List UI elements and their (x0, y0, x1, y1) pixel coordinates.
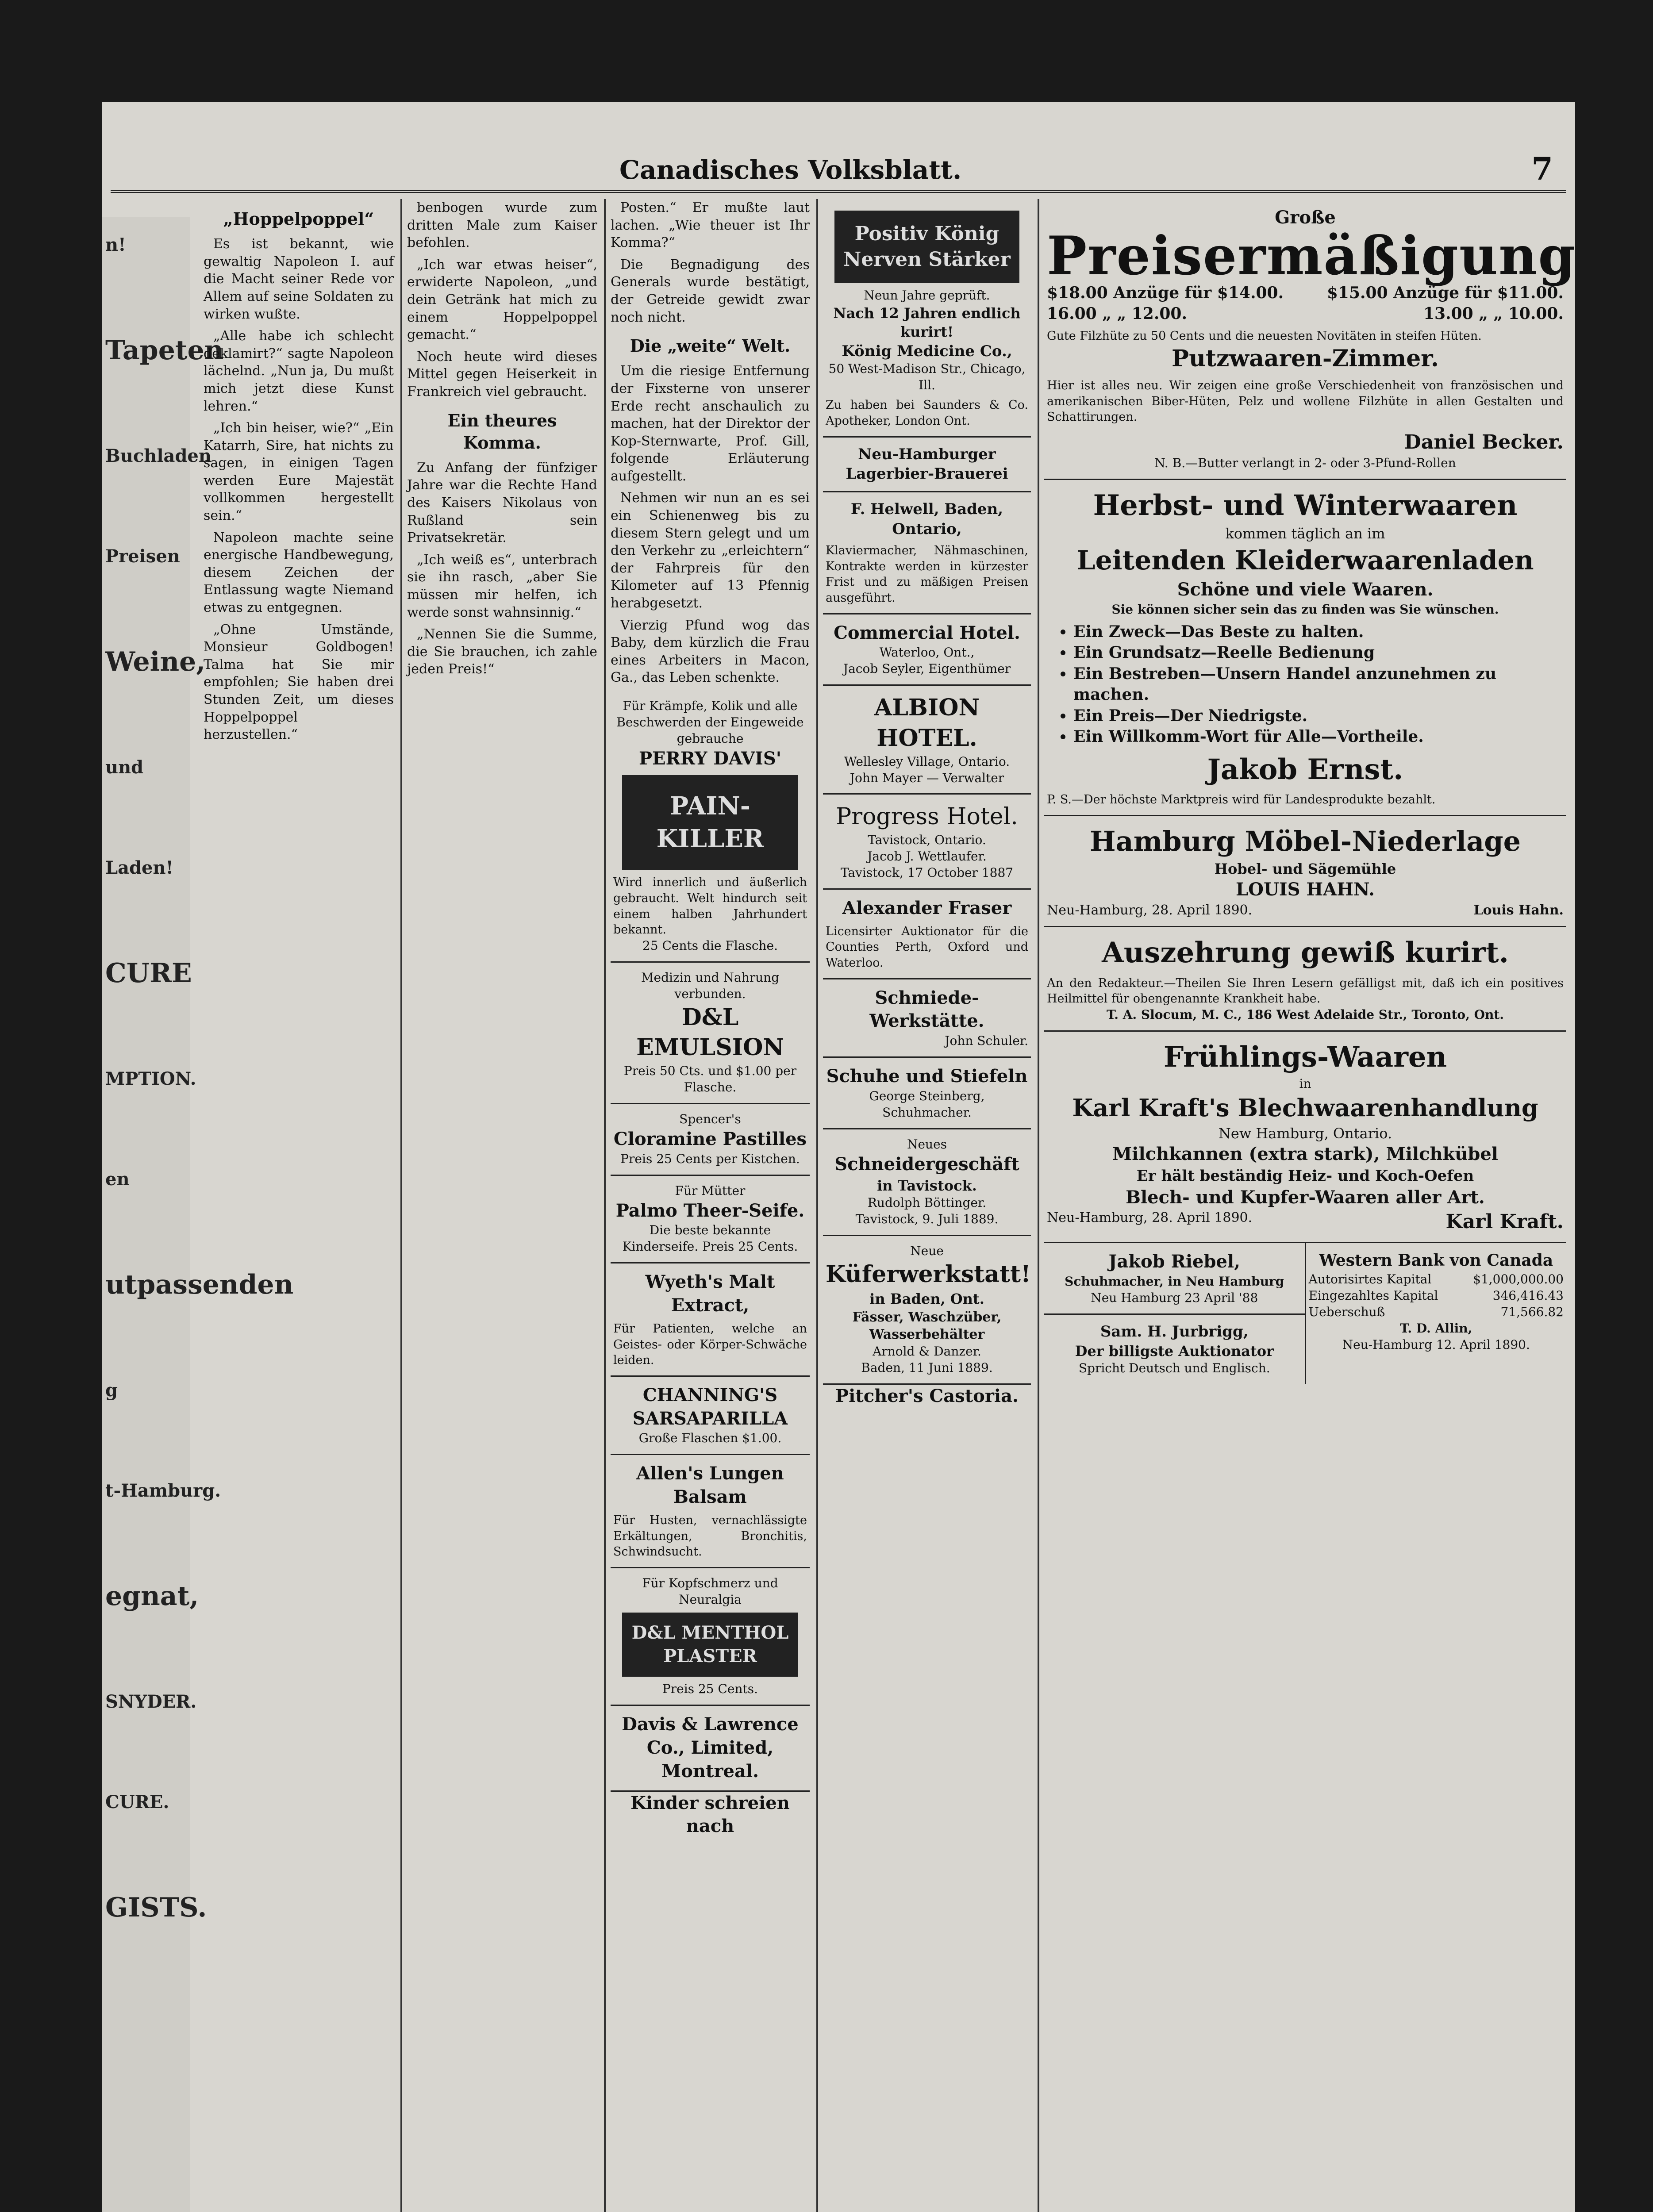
bank-row-value: 71,566.82 (1500, 1304, 1564, 1319)
article-paragraph: „Ich weiß es“, unterbrach sie ihn rasch, „aber Sie müssen mir helfen, ich werde sonst wahnsinnig.“ (407, 552, 597, 620)
bottom-right-ads (1306, 1243, 1567, 1384)
ad-brand: PERRY DAVIS' (639, 748, 781, 769)
ad-date: Neu Hamburg 23 April '88 (1091, 1290, 1258, 1306)
ad-signature: Daniel Becker. (1404, 430, 1564, 453)
bank-row-value: 346,416.43 (1492, 1288, 1564, 1303)
ad-store: Karl Kraft's Blechwaarenhandlung (1072, 1094, 1538, 1122)
article-paragraph: Vierzig Pfund wog das Baby, dem kürzlich die Frau eines Arbeiters in Macon, Ga., das Leben schenkte. (611, 617, 810, 686)
column-3 (611, 199, 810, 2212)
adjacent-page-fragment: und (105, 757, 144, 778)
ad-text: Die beste bekannte Kinderseife. Preis 25 Cents. (622, 1223, 798, 1254)
ad-headline: Große (1275, 207, 1336, 228)
ad-name: Neu-Hamburger Lagerbier-Brauerei (846, 445, 1008, 483)
offer-item: • Ein Willkomm-Wort für Alle—Vortheile. (1073, 726, 1564, 748)
ad-name: Davis & Lawrence Co., Limited, Montreal. (622, 1714, 799, 1782)
ad-subtitle: Neun Jahre geprüft. (864, 288, 990, 303)
ad-albion-hotel (823, 686, 1031, 795)
ad-price: 25 Cents die Flasche. (642, 938, 778, 953)
date-signature-row (1047, 902, 1564, 919)
offer-item: • Ein Preis—Der Niedrigste. (1073, 706, 1564, 727)
adjacent-page-fragment: en (105, 1169, 130, 1190)
ad-helwell (823, 492, 1031, 614)
ad-headline: Für Kopfschmerz und Neuralgia (642, 1575, 778, 1607)
ad-item: Er hält beständig Heiz- und Koch-Oefen (1136, 1167, 1474, 1185)
ad-note: N. B.—Butter verlangt in 2- oder 3-Pfund-Rollen (1154, 456, 1456, 471)
bank-row-label: Ueberschuß (1308, 1304, 1385, 1319)
ad-name: Commercial Hotel. (834, 622, 1020, 643)
bank-row (1309, 1288, 1564, 1304)
bank-capital-table (1309, 1271, 1564, 1321)
ad-name: D&L EMULSION (636, 1003, 784, 1061)
ad-name: Wyeth's Malt Extract, (645, 1271, 775, 1316)
article-paragraph: Noch heute wird dieses Mittel gegen Heiserkeit in Frankreich viel gebraucht. (407, 349, 597, 399)
ad-name: Herbst- und Winterwaaren (1093, 488, 1518, 522)
nerven-staerker-logo: Positiv König Nerven Stärker (834, 211, 1019, 283)
ad-commercial-hotel (823, 614, 1031, 686)
bank-row-label: Autorisirtes Kapital (1308, 1271, 1432, 1286)
article-paragraph: „Nennen Sie die Summe, die Sie brauchen, ich zahle jeden Preis!“ (407, 626, 597, 677)
pain-killer-logo: PAIN-KILLER (622, 775, 798, 871)
column-rule (400, 199, 402, 2212)
ad-subtitle: Schuhmacher, in Neu Hamburg (1065, 1274, 1284, 1289)
column-4 (823, 199, 1031, 2212)
adjacent-page-fragment: MPTION. (105, 1068, 196, 1089)
ad-name: Frühlings-Waaren (1163, 1040, 1447, 1074)
ad-davis-lawrence (611, 1706, 810, 1791)
bank-row-label: Eingezahltes Kapital (1308, 1288, 1438, 1303)
ad-place: in Baden, Ont. (869, 1290, 984, 1308)
column-footer: Kinder schreien nach (630, 1792, 790, 1837)
ad-name: CHANNING'S SARSAPARILLA (632, 1384, 788, 1429)
adjacent-page-fragment: CURE. (105, 1792, 169, 1813)
adjacent-page-fragment: n! (105, 234, 126, 255)
ad-spring-goods (1044, 1032, 1566, 1243)
offer-item: • Ein Bestreben—Unsern Handel anzunehmen zu machen. (1073, 664, 1564, 706)
article-paragraph: Die Begnadigung des Generals wurde bestätigt, der Getreide gewidt zwar noch nicht. (611, 257, 810, 325)
ad-name: Allen's Lungen Balsam (636, 1463, 784, 1508)
date-signature-row (1047, 1209, 1564, 1235)
ad-subtitle: in (1299, 1076, 1311, 1091)
ad-text: Wird innerlich und äußerlich gebraucht. Welt hindurch seit einem halben Jahrhundert bekannt. (613, 876, 807, 937)
ad-place: New Hamburg, Ontario. (1218, 1125, 1392, 1142)
ad-text: Für Patienten, welche an Geistes- oder Körper-Schwäche leiden. (613, 1321, 807, 1367)
article-paragraph: „Ich bin heiser, wie?“ „Ein Katarrh, Sire, hat nichts zu sagen, in einigen Tagen werden Eure Majestät vollkommen hergestellt sein.“ (204, 420, 394, 524)
ad-fraser (823, 890, 1031, 979)
price-row (1047, 303, 1564, 325)
masthead (111, 150, 1566, 193)
ad-owner: John Mayer — Verwalter (850, 770, 1004, 785)
ad-place: in Tavistock. (877, 1177, 977, 1194)
ad-malt (611, 1263, 810, 1376)
column-rule (816, 199, 818, 2212)
ad-address: 50 West-Madison Str., Chicago, Ill. (828, 361, 1026, 393)
ad-nerve-tonic (823, 199, 1031, 438)
ad-owner: Jacob Seyler, Eigenthümer (843, 661, 1011, 676)
ad-headline: Neues (907, 1137, 947, 1152)
ad-text: Klaviermacher, Nähmaschinen, Kontrakte werden in kürzester Frist und zu mäßigen Preisen ausgeführt. (826, 544, 1028, 605)
ad-name: Preisermäßigung (1047, 224, 1576, 287)
adjacent-page-fragment: Buchladen (105, 445, 211, 466)
bank-row-value: $1,000,000.00 (1473, 1271, 1564, 1286)
ad-date: Tavistock, 17 October 1887 (840, 865, 1014, 880)
adjacent-page-fragment: g (105, 1380, 118, 1401)
ad-headline: Nach 12 Jahren endlich kurirt! (833, 305, 1021, 341)
ad-text: Zu haben bei Saunders & Co. Apotheker, London Ont. (826, 398, 1028, 428)
ad-progress-hotel (823, 795, 1031, 889)
ad-owner: LOUIS HAHN. (1236, 879, 1375, 900)
ad-signature: Jacob J. Wettlaufer. (867, 849, 987, 864)
ad-price: Preis 50 Cts. und $1.00 per Flasche. (623, 1064, 797, 1095)
ad-headline: Neue (910, 1243, 944, 1258)
ad-name: Sam. H. Jurbrigg, (1100, 1323, 1249, 1341)
ad-subheading: Schöne und viele Waaren. (1177, 579, 1434, 600)
ad-balsam (611, 1455, 810, 1568)
adjacent-page-fragment: CURE (105, 958, 192, 989)
price-cell: $15.00 Anzüge für $11.00. (1326, 283, 1564, 302)
newspaper-title: Canadisches Volksblatt. (619, 155, 962, 185)
ad-sarsaparilla (611, 1377, 810, 1455)
ad-signature: Rudolph Böttinger. (867, 1195, 987, 1210)
bottom-ads-row (1044, 1243, 1566, 1384)
adjacent-page-fragment: utpassenden (105, 1269, 294, 1300)
adjacent-page-fragment: egnat, (105, 1581, 199, 1612)
ad-date: Neu-Hamburg, 28. April 1890. (1047, 1210, 1253, 1226)
ad-name: Alexander Fraser (842, 897, 1012, 918)
adjacent-page-fragment: Preisen (105, 546, 180, 567)
column-1 (204, 199, 394, 2212)
ad-name: Schneidergeschäft (834, 1153, 1019, 1175)
ad-text: Gute Filzhüte zu 50 Cents und die neuesten Novitäten in steifen Hüten. (1047, 329, 1482, 343)
ad-signature: Louis Hahn. (1473, 902, 1564, 918)
ad-pastilles (611, 1104, 810, 1176)
ad-headline: Spencer's (679, 1111, 741, 1126)
ad-signature: Karl Kraft. (1445, 1210, 1564, 1233)
ad-place: Wellesley Village, Ontario. (844, 754, 1010, 769)
ad-name: Schmiede-Werkstätte. (869, 987, 984, 1032)
ad-date: Tavistock, 9. Juli 1889. (855, 1211, 999, 1226)
column-5 (1044, 199, 1576, 2212)
ad-name: Western Bank von Canada (1319, 1251, 1553, 1270)
ad-name: Progress Hotel. (836, 803, 1018, 830)
ad-signature: Jakob Ernst. (1207, 753, 1403, 786)
ad-place: Tavistock, Ontario. (868, 833, 986, 848)
ad-tailor (823, 1129, 1031, 1236)
ad-price: Preis 25 Cents per Kistchen. (620, 1151, 800, 1166)
ad-text: Fässer, Waschzüber, Wasserbehälter (852, 1309, 1002, 1343)
ad-autumn-winter (1044, 480, 1566, 816)
column-footer: Pitcher's Castoria. (835, 1385, 1019, 1406)
offer-item: • Ein Grundsatz—Reelle Bedienung (1073, 642, 1564, 664)
bank-row (1309, 1304, 1564, 1321)
article-paragraph: Nehmen wir nun an es sei ein Schienenweg bis zu diesem Stern gelegt und um den Verkehr zu „erleichtern“ der Fahrpreis für den Kilometer auf 13 Pfennig herabgesetzt. (611, 490, 810, 611)
offer-list (1073, 622, 1564, 748)
ad-store: Leitenden Kleiderwaarenladen (1076, 545, 1534, 576)
ad-signature: T. D. Allin, (1400, 1321, 1472, 1336)
adjacent-page-fragment: Tapeten (105, 335, 224, 366)
ad-text: Spricht Deutsch und Englisch. (1078, 1361, 1270, 1376)
article-title: Die „weite“ Welt. (630, 336, 791, 356)
ad-item: Blech- und Kupfer-Waaren aller Art. (1126, 1187, 1485, 1208)
article-paragraph: „Ich war etwas heiser“, erwiderte Napoleon, „und dein Getränk hat mich zu einem Hoppelpoppel gemacht.“ (407, 257, 597, 343)
adjacent-page-fragment: SNYDER. (105, 1691, 197, 1712)
ad-name: Cloramine Pastilles (613, 1128, 807, 1149)
ad-signature: John Schuler. (945, 1033, 1028, 1048)
ad-name: F. Helwell, Baden, Ontario, (850, 500, 1003, 538)
ad-name: Hamburg Möbel-Niederlage (1089, 825, 1521, 857)
article-title: „Hoppelpoppel“ (223, 209, 374, 229)
ad-name: Schuhe und Stiefeln (826, 1066, 1028, 1087)
ad-price-reduction (1044, 199, 1576, 480)
article-paragraph: Napoleon machte seine energische Handbewegung, diesem Zeichen der Entlassung wagte Niemand etwas zu entgegnen. (204, 530, 394, 616)
price-cell: $18.00 Anzüge für $14.00. (1047, 283, 1284, 302)
ad-price: Große Flaschen $1.00. (638, 1431, 782, 1446)
column-rule (1038, 199, 1039, 2212)
ad-date: Neu-Hamburg, 28. April 1890. (1047, 902, 1253, 918)
ad-bank (1306, 1243, 1567, 1360)
article-paragraph: benbogen wurde zum dritten Male zum Kaiser befohlen. (407, 200, 597, 251)
offer-item: • Ein Zweck—Das Beste zu halten. (1073, 622, 1564, 643)
article-paragraph: Um die riesige Entfernung der Fixsterne von unserer Erde recht anschaulich zu machen, hat der Direktor der Kop-Sternwarte, Prof. Gill, folgende Erläuterung aufgestellt. (611, 363, 810, 484)
price-cell: 13.00 „ „ 10.00. (1423, 304, 1564, 323)
bottom-left-ads (1044, 1243, 1306, 1384)
article-paragraph: Posten.“ Er mußte laut lachen. „Wie theuer ist Ihr Komma?“ (611, 200, 810, 251)
ad-name: Jakob Riebel, (1108, 1251, 1241, 1272)
article-paragraph: „Alle habe ich schlecht deklamirt?“ sagte Napoleon lächelnd. „Nun ja, Du mußt mich jetzt diese Kunst lehren.“ (204, 328, 394, 414)
article-title: Ein theures Komma. (447, 410, 557, 453)
ad-subtitle: Hobel- und Sägemühle (1214, 860, 1396, 877)
adjacent-page-strip (102, 217, 294, 2212)
adjacent-page-fragment: Weine, (105, 646, 206, 677)
ad-menthol (611, 1568, 810, 1706)
ad-brewery (823, 438, 1031, 493)
ad-shoes (823, 1058, 1031, 1129)
ad-headline: Medizin und Nahrung verbunden. (641, 970, 780, 1001)
ad-furniture (1044, 816, 1566, 927)
ad-auctioneer (1044, 1315, 1305, 1384)
bank-row (1309, 1271, 1564, 1288)
adjacent-page-fragment: Laden! (105, 857, 174, 878)
price-cell: 16.00 „ „ 12.00. (1047, 304, 1188, 323)
ad-headline: Für Mütter (675, 1183, 746, 1198)
ad-subheading: Putzwaaren-Zimmer. (1171, 345, 1439, 373)
adjacent-page-fragment: t-Hamburg. (105, 1480, 221, 1501)
article-paragraph: Es ist bekannt, wie gewaltig Napoleon I. auf die Macht seiner Rede vor Allem auf seine Soldaten zu wirken wußte. (204, 236, 394, 322)
ad-price: Preis 25 Cents. (662, 1682, 758, 1697)
ad-note: P. S.—Der höchste Marktpreis wird für Landesprodukte bezahlt. (1047, 793, 1436, 807)
ad-text: Für Husten, vernachlässigte Erkältungen, Bronchitis, Schwindsucht. (613, 1513, 807, 1559)
ad-name: Auszehrung gewiß kurirt. (1102, 936, 1509, 970)
ad-riebel (1044, 1243, 1305, 1315)
ad-item: Milchkannen (extra stark), Milchkübel (1112, 1143, 1498, 1164)
ad-soap (611, 1176, 810, 1264)
ad-date: Baden, 11 Juni 1889. (861, 1360, 993, 1375)
ad-consumption (1044, 927, 1566, 1032)
menthol-plaster-logo: D&L MENTHOL PLASTER (622, 1613, 798, 1677)
ad-address: T. A. Slocum, M. C., 186 West Adelaide Str., Toronto, Ont. (1106, 1007, 1504, 1022)
ad-signature: Arnold & Danzer. (873, 1344, 981, 1359)
ad-subtitle: kommen täglich an im (1225, 525, 1385, 542)
ad-cooperage (823, 1236, 1031, 1385)
ad-firm: König Medicine Co., (842, 342, 1012, 360)
ad-name: ALBION HOTEL. (874, 694, 980, 752)
ad-name: Palmo Theer-Seife. (615, 1200, 805, 1221)
ad-pain-killer (611, 691, 810, 963)
ad-text: Licensirter Auktionator für die Counties Perth, Oxford und Waterloo. (826, 924, 1028, 970)
ad-subtitle: Der billigste Auktionator (1075, 1342, 1274, 1359)
article-paragraph: „Ohne Umstände, Monsieur Goldbogen! Talma hat Sie mir empfohlen; Sie haben drei Stunden Zeit, um dieses Hoppelpoppel herzustellen.“ (204, 622, 394, 743)
page-number: 7 (1531, 150, 1553, 187)
ad-text: Hier ist alles neu. Wir zeigen eine große Verschiedenheit von französischen und amerikanischen Biber-Hüten, Pelz und wollene Filzhüte in allen Gestalten und Schattirungen. (1047, 379, 1564, 424)
ad-subheading: Sie können sicher sein das zu finden was Sie wünschen. (1111, 602, 1499, 617)
ad-date: Neu-Hamburg 12. April 1890. (1342, 1337, 1530, 1352)
ad-signature: George Steinberg, Schuhmacher. (869, 1088, 985, 1120)
adjacent-page-fragment: GISTS. (105, 1892, 207, 1923)
ad-name: Küferwerkstatt! (826, 1260, 1031, 1288)
newspaper-page (102, 102, 1575, 2212)
ad-smithy (823, 979, 1031, 1058)
ad-text: An den Redakteur.—Theilen Sie Ihren Lesern gefälligst mit, daß ich ein positives Heilmittel für obengenannte Krankheit habe. (1047, 976, 1564, 1006)
ad-emulsion (611, 963, 810, 1104)
column-2 (407, 199, 597, 2212)
ad-headline: Für Krämpfe, Kolik und alle Beschwerden der Eingeweide gebrauche (616, 699, 804, 746)
article-paragraph: Zu Anfang der fünfziger Jahre war die Rechte Hand des Kaisers Nikolaus von Rußland sein Privatsekretär. (407, 460, 597, 546)
column-rule (604, 199, 606, 2212)
ad-place: Waterloo, Ont., (879, 645, 975, 660)
